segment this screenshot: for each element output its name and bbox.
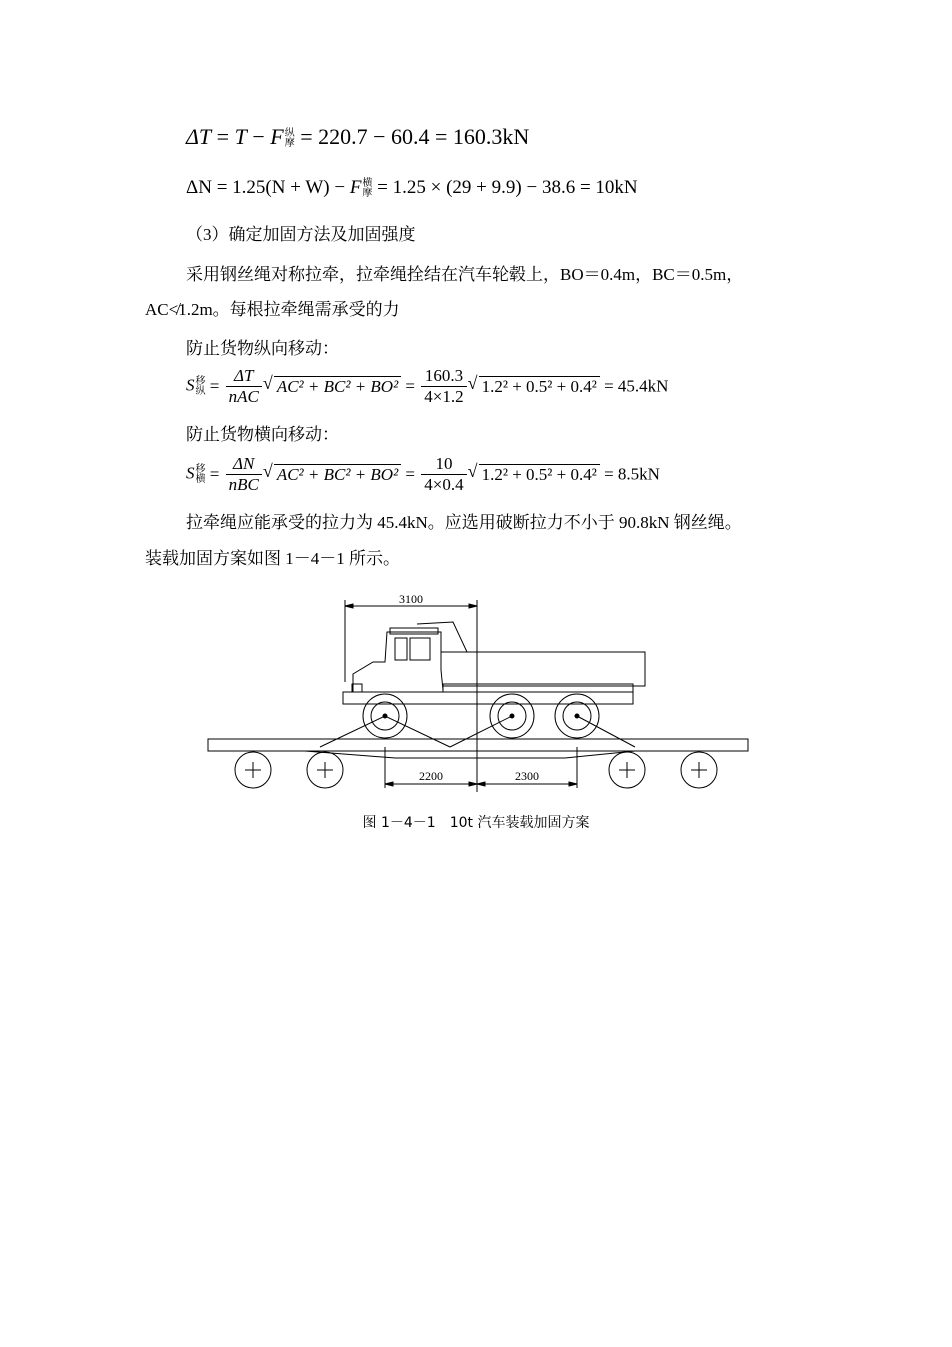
eq3-s: S: [186, 375, 195, 395]
eq1-f: F: [270, 124, 284, 149]
truck-frame: [443, 684, 633, 692]
eq3-frac2-den: 4×1.2: [424, 387, 464, 406]
section-heading: （3）确定加固方法及加固强度: [186, 225, 416, 244]
tie-down-rope-mid: [450, 716, 512, 747]
eq2-rhs: = 1.25 × (29 + 9.9) − 38.6 = 10kN: [372, 177, 638, 198]
eq3-frac1-den: nAC: [228, 387, 259, 406]
dump-body: [417, 622, 645, 686]
arrow-icon: [345, 604, 353, 608]
tie-down-rope-rear: [577, 716, 635, 747]
eq4-frac1-den: nBC: [228, 475, 259, 494]
arrow-icon: [469, 782, 477, 786]
eq4-frac1: [226, 454, 262, 495]
eq1-f-sub: 摩: [284, 137, 295, 149]
prevent-transverse-label: 防止货物横向移动：: [186, 425, 339, 444]
figure-caption: 图 1－4－1 10t 汽车装载加固方案: [362, 815, 590, 831]
cab-window: [410, 638, 430, 660]
arrow-icon: [469, 604, 477, 608]
arrow-icon: [569, 782, 577, 786]
paragraph-1-line-2: AC≮1.2m。每根拉牵绳需承受的力: [145, 300, 400, 319]
dim-label-bottom-left: 2200: [419, 769, 443, 783]
eq4-s-sub: 横: [195, 473, 206, 485]
cab-window: [395, 638, 407, 660]
eq3-root2: √ 1.2² + 0.5² + 0.4²: [479, 376, 600, 397]
eq3-frac2-num: 160.3: [421, 366, 466, 387]
eq4-frac2-num: 10: [421, 454, 466, 475]
equation-s-longitudinal: [186, 366, 668, 407]
eq2-lhs: ΔN = 1.25(N + W) −: [186, 177, 350, 198]
eq4-frac1-num: ΔN: [226, 454, 262, 475]
eq4-frac2: [421, 454, 466, 495]
eq4-result: = 8.5kN: [599, 464, 660, 484]
flatcar-underframe: [305, 751, 635, 758]
eq3-eq1: =: [205, 376, 224, 396]
eq4-eq1: =: [205, 464, 224, 484]
eq4-root1: √ AC² + BC² + BO²: [274, 464, 401, 485]
eq2-f: F: [349, 177, 362, 198]
eq3-root1: √ AC² + BC² + BO²: [274, 376, 401, 397]
eq3-frac1-num: ΔT: [226, 366, 262, 387]
eq1-minus: −: [246, 124, 271, 149]
flatcar-deck: [208, 739, 748, 751]
cab-roof: [390, 628, 438, 634]
eq1-f-sup: 纵: [284, 127, 295, 139]
eq3-eq2: =: [401, 376, 420, 396]
truck-loading-diagram: [205, 592, 750, 797]
eq4-root2: √ 1.2² + 0.5² + 0.4²: [479, 464, 600, 485]
eq4-eq2: =: [401, 464, 420, 484]
dim-label-bottom-right: 2300: [515, 769, 539, 783]
eq3-s-sub: 纵: [195, 385, 206, 397]
dim-label-top: 3100: [399, 592, 423, 606]
prevent-longitudinal-label: 防止货物纵向移动：: [186, 339, 339, 358]
eq3-s-sup: 移: [195, 375, 206, 387]
eq4-s: S: [186, 463, 195, 483]
paragraph-2-line-2: 装载加固方案如图 1－4－1 所示。: [145, 549, 400, 568]
equation-delta-n: [186, 177, 638, 199]
eq2-f-sub: 摩: [362, 187, 373, 199]
eq1-delta-t: ΔT: [186, 124, 212, 149]
paragraph-2-line-1: 拉牵绳应能承受的拉力为 45.4kN。应选用破断拉力不小于 90.8kN 钢丝绳。: [186, 513, 742, 532]
arrow-icon: [477, 782, 485, 786]
equation-delta-t: [186, 124, 529, 150]
arrow-icon: [385, 782, 393, 786]
eq3-result: = 45.4kN: [599, 376, 669, 396]
eq1-eq: =: [211, 124, 235, 149]
eq3-frac1: [226, 366, 262, 407]
eq4-frac2-den: 4×0.4: [424, 475, 464, 494]
tie-down-rope-front: [320, 716, 450, 747]
eq3-frac2: [421, 366, 466, 407]
eq4-s-sup: 移: [195, 463, 206, 475]
eq2-f-sup: 横: [362, 177, 373, 189]
eq1-rhs: = 220.7 − 60.4 = 160.3kN: [294, 124, 530, 149]
equation-s-transverse: [186, 454, 660, 495]
eq1-t: T: [234, 124, 247, 149]
paragraph-1-line-1: 采用钢丝绳对称拉牵，拉牵绳拴结在汽车轮毂上，BO＝0.4m，BC＝0.5m，: [186, 265, 744, 284]
